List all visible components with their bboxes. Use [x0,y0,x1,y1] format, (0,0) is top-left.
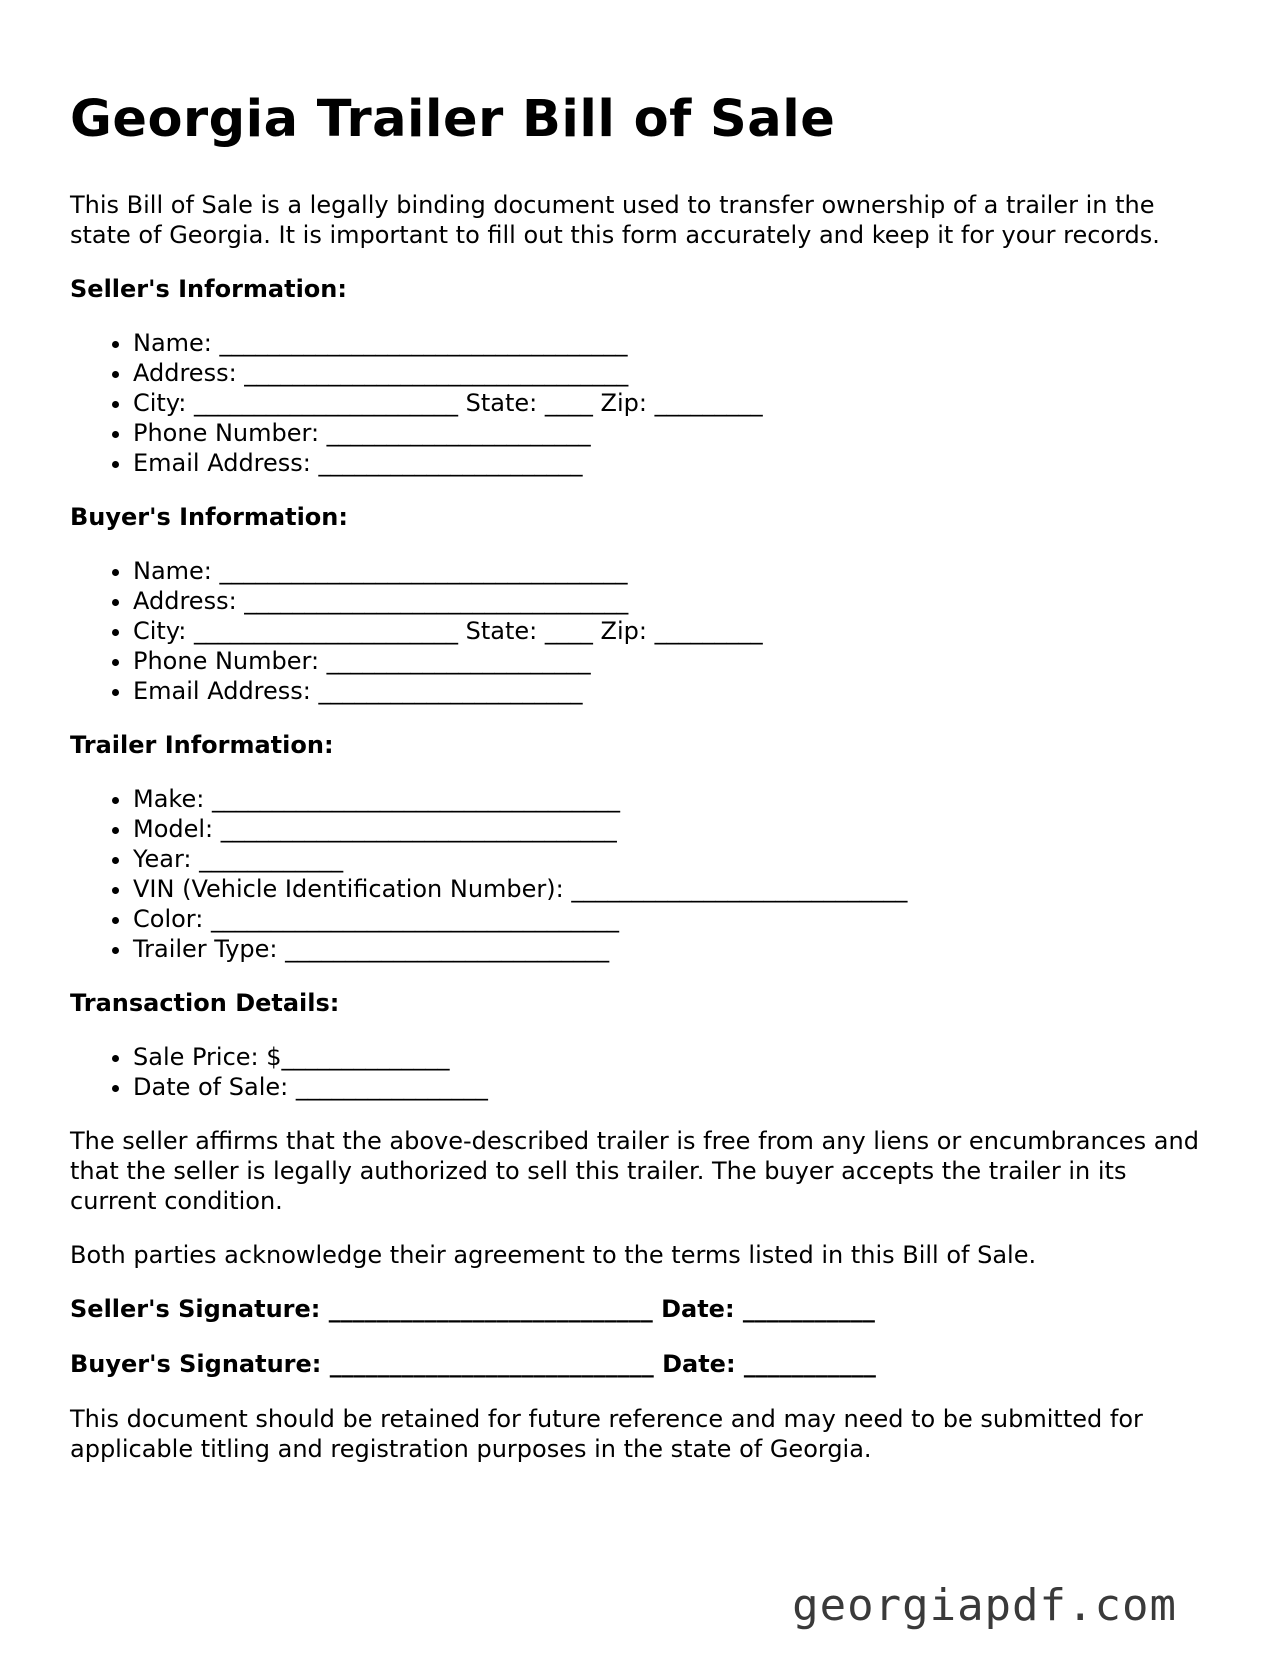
trailer-color-field: • Color: __________________________________ [133,904,1220,934]
intro-paragraph: This Bill of Sale is a legally binding document used to transfer ownership of a trailer in the state of Georgia. It is important to fill out this form accurately and keep it for your records. [70,191,1160,249]
trailer-make-field: • Make: __________________________________ [133,784,1220,814]
transaction-field-list [70,1042,1220,1102]
buyer-email-field: • Email Address: ______________________ [133,676,1220,706]
transaction-section-heading: Transaction Details: [70,989,340,1017]
trailer-field-list [70,784,1220,964]
seller-section-heading: Seller's Information: [70,275,347,303]
seller-address-field: • Address: ________________________________ [133,358,1220,388]
seller-phone-field: • Phone Number: ______________________ [133,418,1220,448]
acknowledgement-paragraph: Both parties acknowledge their agreement to the terms listed in this Bill of Sale. [70,1241,1037,1269]
sale-date-field: • Date of Sale: ________________ [133,1072,1220,1102]
seller-city-state-zip-field: • City: ______________________ State: ____ Zip: _________ [133,388,1220,418]
affirmation-paragraph: The seller affirms that the above-described trailer is free from any liens or encumbrances and that the seller is legally authorized to sell this trailer. The buyer accepts the trailer in its current condition. [70,1127,1199,1215]
trailer-vin-field: • VIN (Vehicle Identification Number): ____________________________ [133,874,1220,904]
seller-email-field: • Email Address: ______________________ [133,448,1220,478]
sale-price-field: • Sale Price: $______________ [133,1042,1220,1072]
document-page [70,90,1220,1488]
buyer-signature-line: Buyer's Signature: ___________________________ Date: ___________ [70,1350,876,1378]
buyer-field-list [70,556,1220,706]
buyer-city-state-zip-field: • City: ______________________ State: ____ Zip: _________ [133,616,1220,646]
trailer-section-heading: Trailer Information: [70,731,334,759]
closing-paragraph: This document should be retained for future reference and may need to be submitted for applicable titling and registration purposes in the state of Georgia. [70,1405,1143,1463]
trailer-model-field: • Model: _________________________________ [133,814,1220,844]
seller-signature-line: Seller's Signature: ___________________________ Date: ___________ [70,1295,875,1323]
seller-name-field: • Name: __________________________________ [133,328,1220,358]
seller-field-list [70,328,1220,478]
buyer-section-heading: Buyer's Information: [70,503,348,531]
buyer-phone-field: • Phone Number: ______________________ [133,646,1220,676]
trailer-type-field: • Trailer Type: ___________________________ [133,934,1220,964]
buyer-name-field: • Name: __________________________________ [133,556,1220,586]
buyer-address-field: • Address: ________________________________ [133,586,1220,616]
document-title: Georgia Trailer Bill of Sale [70,90,836,149]
watermark-text: georgiapdf.com [792,1580,1177,1631]
trailer-year-field: • Year: ____________ [133,844,1220,874]
